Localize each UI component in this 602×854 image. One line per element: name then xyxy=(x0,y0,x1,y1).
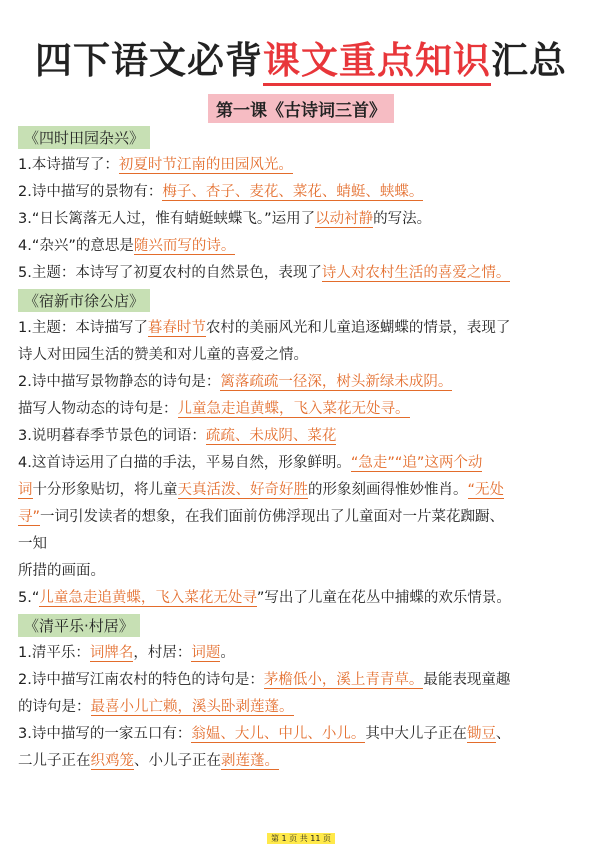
lesson-heading xyxy=(0,94,602,123)
line-text: 2.诗中描写景物静态的诗句是： xyxy=(18,374,221,390)
text-line xyxy=(18,315,588,342)
answer-text: 诗人对农村生活的喜爱之情。 xyxy=(321,265,511,281)
answer-text: 儿童急走追黄蝶，飞入菜花无处寻。 xyxy=(177,401,410,417)
line-text: ”写出了儿童在花丛中捕蝶的欢乐情景。 xyxy=(256,590,511,606)
answer-text: 词题 xyxy=(191,645,221,661)
line-text: 农村的美丽风光和儿童追逐蝴蝶的情景，表现了 xyxy=(205,320,511,336)
poem-heading-1: 《四时田园杂兴》 xyxy=(18,126,150,149)
line-text: 4.这首诗运用了白描的手法，平易自然，形象鲜明。 xyxy=(18,455,351,471)
line-text: 5.“ xyxy=(18,590,40,606)
content-body xyxy=(18,124,588,775)
answer-text: “无处 xyxy=(467,482,505,498)
line-text: 最能表现童趣 xyxy=(423,672,511,688)
answer-text: 疏疏、未成阴、菜花 xyxy=(205,428,337,444)
answer-text: 梅子、杏子、麦花、菜花、蜻蜓、蛱蝶。 xyxy=(162,184,424,200)
answer-text: 锄豆 xyxy=(466,726,496,742)
answer-text: 儿童急走追黄蝶，飞入菜花无处寻 xyxy=(39,590,257,606)
line-text: 二儿子正在 xyxy=(18,753,91,769)
answer-text: 最喜小儿亡赖，溪头卧剥莲蓬。 xyxy=(90,699,294,715)
page-title xyxy=(0,30,602,84)
text-line: 一知 xyxy=(18,536,47,552)
text-line xyxy=(18,423,588,450)
line-text: ，村居： xyxy=(133,645,192,661)
text-line: 所措的画面。 xyxy=(18,563,105,579)
answer-text: 寻” xyxy=(18,509,41,525)
text-line xyxy=(18,640,588,667)
line-text: 一词引发读者的想象，在我们面前仿佛浮现出了儿童面对一片菜花踟蹰、 xyxy=(40,509,505,525)
text-line xyxy=(18,585,588,612)
title-part-1: 四下语文必背 xyxy=(35,39,263,82)
line-text: 4.“杂兴”的意思是 xyxy=(18,238,134,254)
line-text: 2.诗中描写的景物有： xyxy=(18,184,163,200)
line-text: 、 xyxy=(495,726,511,742)
text-line xyxy=(18,152,588,179)
line-text: 3.说明暮春季节景色的词语： xyxy=(18,428,206,444)
answer-text: 随兴而写的诗。 xyxy=(133,238,236,254)
title-highlight: 课文重点知识 xyxy=(263,39,491,86)
text-line xyxy=(18,260,588,287)
answer-text: 织鸡笼 xyxy=(90,753,134,769)
answer-text: 词 xyxy=(18,482,33,498)
answer-text: 篱落疏疏一径深，树头新绿未成阴。 xyxy=(220,374,453,390)
lesson-label: 第一课《古诗词三首》 xyxy=(208,94,394,123)
line-text: 1.本诗描写了： xyxy=(18,157,119,173)
answer-text: 暮春时节 xyxy=(147,320,206,336)
text-line xyxy=(18,477,588,504)
text-line xyxy=(18,179,588,206)
line-text: 其中大儿子正在 xyxy=(365,726,467,742)
line-text: 2.诗中描写江南农村的特色的诗句是： xyxy=(18,672,264,688)
answer-text: 天真活泼、好奇好胜 xyxy=(177,482,308,498)
text-line xyxy=(18,721,588,748)
line-text: 的形象刻画得惟妙惟肖。 xyxy=(308,482,468,498)
text-line xyxy=(18,396,588,423)
line-text: 。 xyxy=(220,645,235,661)
text-line: 诗人对田园生活的赞美和对儿童的喜爱之情。 xyxy=(18,347,308,363)
title-part-3: 汇总 xyxy=(491,39,567,82)
line-text: 5.主题：本诗写了初夏农村的自然景色，表现了 xyxy=(18,265,322,281)
answer-text: “急走”“追”这两个动 xyxy=(350,455,483,471)
answer-text: 茅檐低小，溪上青青草。 xyxy=(263,672,424,688)
poem-heading-3: 《清平乐·村居》 xyxy=(18,614,140,637)
answer-text: 初夏时节江南的田园风光。 xyxy=(118,157,293,173)
answer-text: 词牌名 xyxy=(89,645,134,661)
line-text: 3.“日长篱落无人过，惟有蜻蜓蛱蝶飞。”运用了 xyxy=(18,211,316,227)
line-text: 十分形象贴切，将儿童 xyxy=(32,482,178,498)
answer-text: 翁媪、大儿、中儿、小儿。 xyxy=(191,726,366,742)
line-text: 描写人物动态的诗句是： xyxy=(18,401,178,417)
text-line xyxy=(18,206,588,233)
line-text: 的写法。 xyxy=(373,211,432,227)
line-text: 1.清平乐： xyxy=(18,645,90,661)
text-line xyxy=(18,667,588,694)
page-footer xyxy=(0,833,602,844)
poem-heading-2: 《宿新市徐公店》 xyxy=(18,289,150,312)
answer-text: 以动衬静 xyxy=(315,211,374,227)
text-line xyxy=(18,450,588,477)
text-line xyxy=(18,504,588,531)
text-line xyxy=(18,748,588,775)
text-line xyxy=(18,233,588,260)
line-text: 1.主题：本诗描写了 xyxy=(18,320,148,336)
line-text: 的诗句是： xyxy=(18,699,91,715)
line-text: 、小儿子正在 xyxy=(134,753,221,769)
page-number: 第 1 页 共 11 页 xyxy=(267,833,335,844)
text-line xyxy=(18,369,588,396)
answer-text: 剥莲蓬。 xyxy=(221,753,279,769)
line-text: 3.诗中描写的一家五口有： xyxy=(18,726,192,742)
text-line xyxy=(18,694,588,721)
